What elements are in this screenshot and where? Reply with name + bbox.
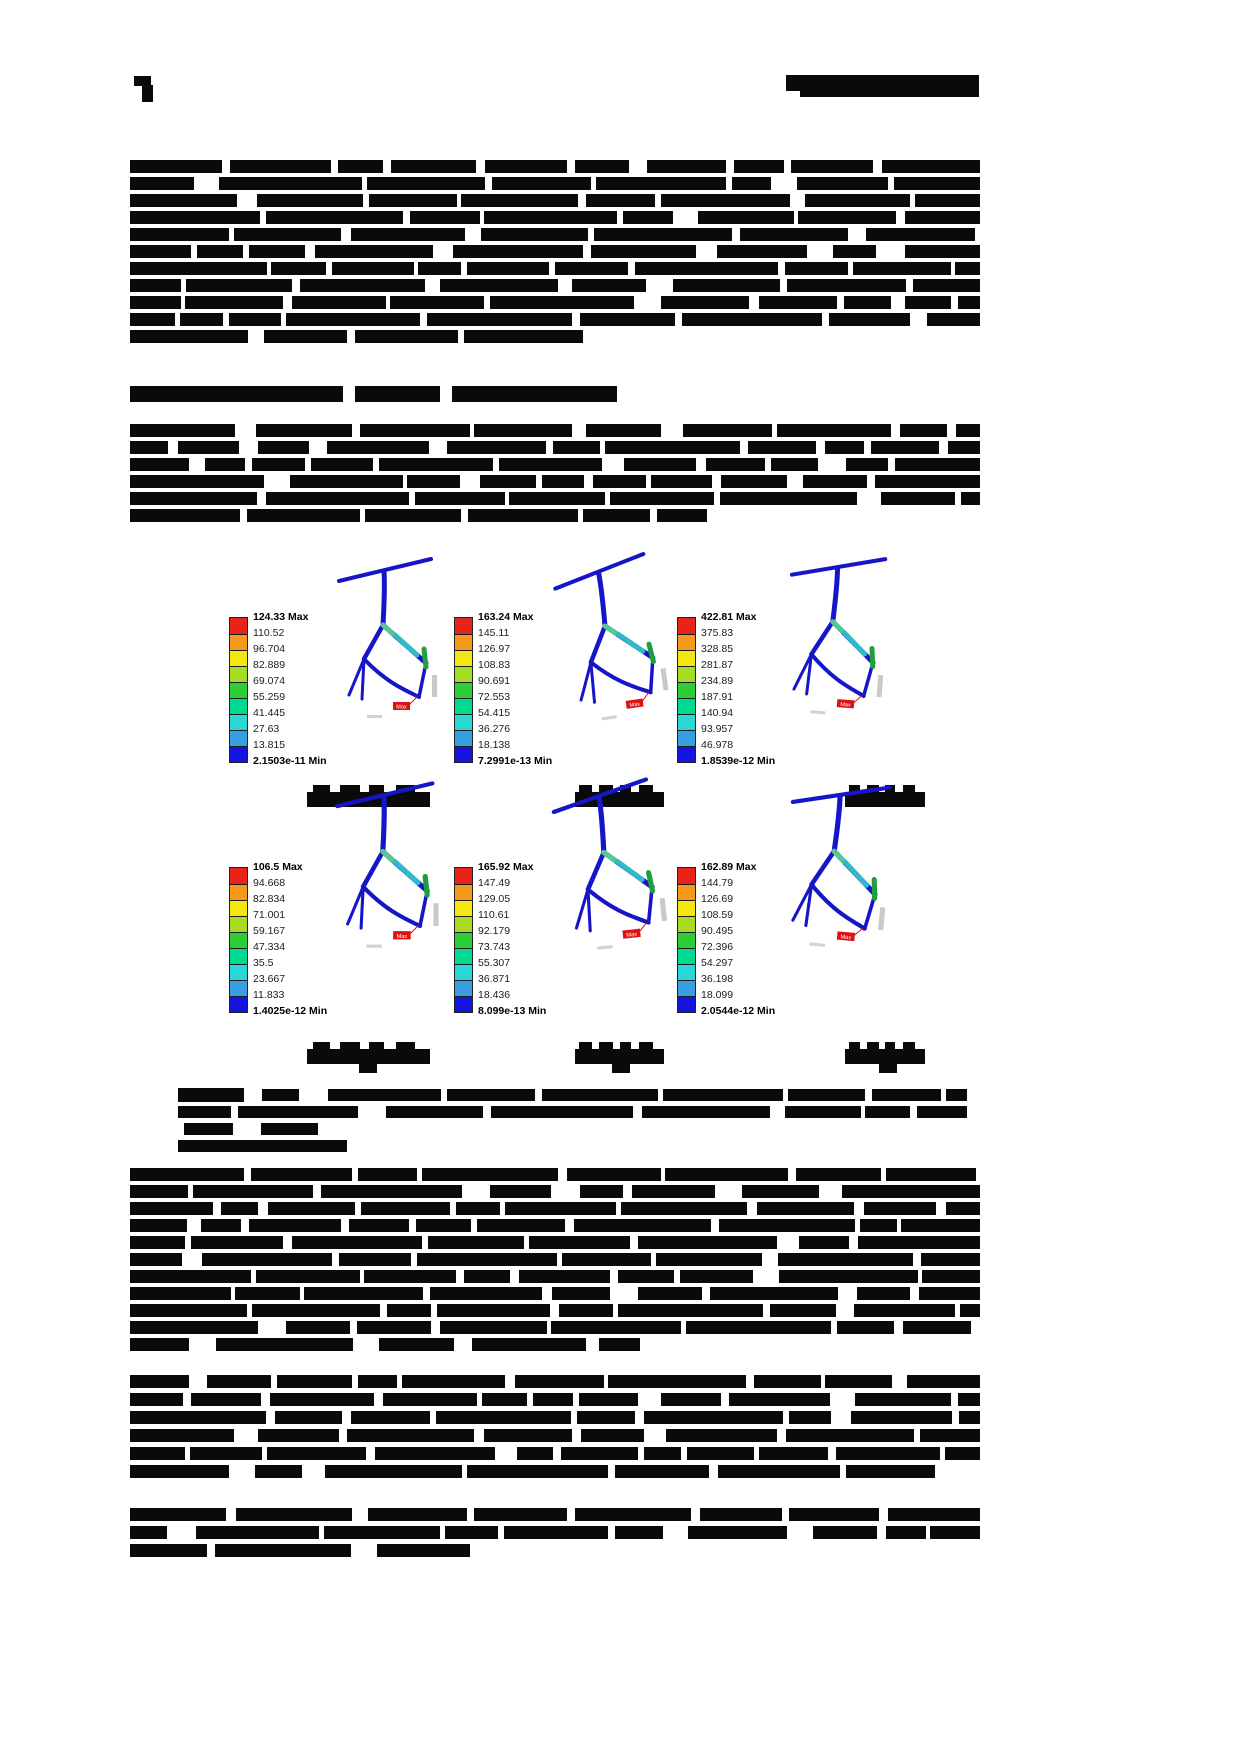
redacted-paragraph-line [130, 296, 980, 309]
figure-subcaption-redacted [579, 1042, 591, 1049]
legend-value: 140.94 [701, 707, 734, 719]
legend-value: 13.815 [253, 739, 286, 751]
legend-value: 18.436 [478, 989, 511, 1001]
redacted-paragraph-line [130, 492, 980, 505]
figure-caption-redacted [261, 1123, 318, 1135]
max-probe-tag [393, 697, 417, 711]
legend-value: 187.91 [701, 691, 734, 703]
figure-panel-2 [450, 545, 678, 765]
legend-value: 110.61 [478, 909, 510, 921]
figure-caption-redacted [178, 1140, 347, 1152]
stress-accent-green [833, 851, 844, 861]
legend-value: 144.79 [701, 877, 734, 889]
figure-subcaption-redacted [313, 1042, 330, 1049]
ground-mark [366, 945, 382, 948]
legend-value: 73.743 [478, 941, 511, 953]
legend-value: 163.24 Max [478, 611, 534, 623]
figure-subcaption-redacted [575, 1049, 664, 1064]
redacted-paragraph-line [130, 1270, 980, 1283]
legend-colorbar [229, 617, 248, 763]
figure-subcaption-redacted [359, 1064, 377, 1073]
legend-value: 96.704 [253, 643, 286, 655]
stress-accent-seat [873, 880, 877, 899]
contour-legend [450, 611, 553, 775]
contour-legend [225, 613, 325, 775]
support-geometry [433, 903, 438, 926]
stress-accent-teal [617, 859, 642, 882]
stress-accent-seat [649, 644, 653, 662]
redacted-paragraph-line [130, 509, 707, 522]
svg-text:Max: Max [396, 704, 407, 711]
max-probe-tag [393, 926, 418, 940]
redacted-running-head [800, 91, 979, 97]
redacted-section-heading [452, 386, 617, 402]
fea-frame-figure [539, 539, 690, 754]
figure-panel-6 [673, 765, 901, 1015]
redacted-paragraph-line [130, 1338, 640, 1351]
legend-colorbar [454, 617, 473, 763]
figure-subcaption-redacted [867, 1042, 880, 1049]
legend-value: 2.0544e-12 Min [701, 1005, 776, 1017]
ground-mark [367, 715, 382, 718]
figure-subcaption-redacted [885, 1042, 895, 1049]
support-geometry [660, 898, 668, 921]
contour-legend [225, 861, 328, 1025]
ground-mark [809, 942, 825, 946]
support-geometry [877, 675, 884, 697]
redacted-paragraph-line [130, 1236, 980, 1249]
redacted-paragraph-line [130, 1375, 980, 1388]
redacted-paragraph-line [130, 441, 980, 454]
legend-value: 106.5 Max [253, 861, 303, 873]
redacted-paragraph-line [130, 1321, 980, 1334]
figure-panel-4 [225, 765, 453, 1015]
legend-colorbar [677, 867, 696, 1013]
figure-caption-redacted [178, 1106, 967, 1118]
legend-value: 72.553 [478, 691, 511, 703]
redacted-paragraph-line [130, 1544, 470, 1557]
figure-panel-3 [673, 545, 901, 765]
redacted-paragraph-line [130, 1168, 980, 1181]
legend-value: 126.97 [478, 643, 511, 655]
figure-caption-redacted [262, 1089, 967, 1101]
legend-value: 59.167 [253, 925, 286, 937]
svg-text:Max: Max [626, 931, 638, 939]
stress-accent-seat [425, 876, 427, 895]
figure-subcaption-redacted [903, 1042, 916, 1049]
ground-mark [597, 945, 613, 950]
redacted-section-heading [355, 386, 440, 402]
redacted-paragraph-line [130, 313, 980, 326]
max-probe-tag [837, 926, 863, 942]
figure-subcaption-redacted [307, 1049, 430, 1064]
legend-value: 47.334 [253, 941, 286, 953]
legend-value: 23.667 [253, 973, 286, 985]
legend-value: 55.307 [478, 957, 511, 969]
figure-subcaption-redacted [620, 1042, 632, 1049]
redacted-paragraph-line [130, 245, 980, 258]
figure-subcaption-redacted [612, 1064, 630, 1073]
legend-value: 1.8539e-12 Min [701, 755, 776, 767]
fea-frame-figure [327, 771, 451, 1009]
legend-value: 108.83 [478, 659, 511, 671]
contour-legend [673, 611, 776, 775]
fea-frame-figure [327, 547, 451, 747]
figure-subcaption-redacted [639, 1042, 653, 1049]
stress-accent-teal [395, 635, 417, 655]
redacted-paragraph-line [130, 279, 980, 292]
figure-caption-label-redacted [178, 1088, 244, 1102]
legend-value: 18.099 [701, 989, 734, 1001]
figure-subcaption-redacted [879, 1064, 897, 1073]
legend-value: 82.834 [253, 893, 286, 905]
contour-legend [450, 863, 550, 1025]
svg-text:Max: Max [840, 934, 852, 942]
figure-subcaption-redacted [369, 1042, 385, 1049]
support-geometry [878, 907, 885, 930]
max-probe-tag [622, 923, 648, 939]
svg-text:Max: Max [396, 933, 408, 940]
stress-accent-teal [395, 862, 418, 883]
legend-value: 126.69 [701, 893, 734, 905]
redacted-paragraph-line [130, 1202, 980, 1215]
redacted-paragraph-line [130, 1393, 980, 1406]
contour-legend [673, 861, 776, 1025]
legend-value: 71.001 [253, 909, 286, 921]
legend-value: 72.396 [701, 941, 734, 953]
legend-value: 41.445 [253, 707, 286, 719]
legend-value: 11.833 [253, 989, 285, 1001]
max-probe-tag [837, 694, 862, 709]
support-geometry [660, 668, 668, 690]
legend-value: 94.668 [253, 877, 286, 889]
stress-accent-green [605, 625, 616, 635]
legend-value: 147.49 [478, 877, 511, 889]
legend-value: 145.11 [478, 627, 510, 639]
figure-subcaption-redacted [396, 1042, 416, 1049]
legend-value: 90.691 [478, 675, 511, 687]
legend-value: 2.1503e-11 Min [253, 755, 327, 767]
legend-value: 328.85 [701, 643, 734, 655]
legend-colorbar [677, 617, 696, 763]
legend-value: 92.179 [478, 925, 511, 937]
stress-accent-teal [843, 632, 866, 653]
redacted-paragraph-line [130, 1429, 980, 1442]
redacted-paragraph-line [130, 1304, 980, 1317]
legend-value: 54.297 [701, 957, 734, 969]
legend-value: 110.52 [253, 627, 285, 639]
legend-value: 129.05 [478, 893, 511, 905]
ground-mark [810, 710, 825, 714]
redacted-paragraph-line [130, 211, 980, 224]
stress-accent-green [604, 851, 615, 861]
stress-accent-green [832, 622, 843, 632]
redacted-paragraph-line [130, 177, 980, 190]
redacted-paragraph-line [130, 160, 980, 173]
redacted-paragraph-line [130, 424, 980, 437]
redacted-paragraph-line [130, 1508, 980, 1521]
redacted-paragraph-line [130, 458, 980, 471]
legend-value: 108.59 [701, 909, 734, 921]
stress-accent-seat [649, 872, 653, 891]
fea-frame-figure [768, 540, 906, 748]
legend-colorbar [229, 867, 248, 1013]
legend-value: 162.89 Max [701, 861, 757, 873]
legend-value: 36.276 [478, 723, 511, 735]
legend-value: 55.259 [253, 691, 286, 703]
redacted-paragraph-line [130, 1411, 980, 1424]
stress-accent-teal [844, 863, 868, 886]
legend-colorbar [454, 867, 473, 1013]
legend-value: 93.957 [701, 723, 734, 735]
legend-value: 46.978 [701, 739, 734, 751]
redacted-paragraph-line [130, 1253, 980, 1266]
figure-panel-1 [225, 545, 453, 765]
legend-value: 281.87 [701, 659, 734, 671]
legend-value: 82.889 [253, 659, 286, 671]
figure-subcaption-redacted [599, 1042, 613, 1049]
stress-accent-seat [424, 649, 426, 667]
redacted-page-number [142, 85, 153, 102]
redacted-running-head [786, 75, 979, 91]
figure-subcaption-redacted [845, 1049, 925, 1064]
redacted-section-heading [130, 386, 343, 402]
legend-value: 234.89 [701, 675, 734, 687]
ground-mark [602, 715, 617, 720]
legend-value: 8.099e-13 Min [478, 1005, 547, 1017]
stress-accent-teal [618, 631, 643, 654]
redacted-paragraph-line [130, 194, 980, 207]
redacted-paragraph-line [130, 1287, 980, 1300]
legend-value: 69.074 [253, 675, 286, 687]
redacted-paragraph-line [130, 1447, 980, 1460]
stress-accent-green [383, 625, 393, 634]
legend-value: 124.33 Max [253, 611, 309, 623]
legend-value: 36.871 [478, 973, 511, 985]
redacted-paragraph-line [130, 330, 595, 343]
support-geometry [432, 675, 437, 697]
redacted-paragraph-line [130, 1465, 935, 1478]
legend-value: 90.495 [701, 925, 734, 937]
legend-value: 27.63 [253, 723, 280, 735]
svg-text:Max: Max [840, 701, 851, 709]
legend-value: 18.138 [478, 739, 511, 751]
redacted-paragraph-line [130, 1526, 980, 1539]
redacted-paragraph-line [130, 475, 980, 488]
figure-panel-5 [450, 765, 678, 1015]
figure-caption-redacted [184, 1123, 233, 1135]
legend-value: 35.5 [253, 957, 274, 969]
redacted-paragraph-line [130, 262, 980, 275]
legend-value: 54.415 [478, 707, 511, 719]
stress-accent-seat [871, 648, 874, 666]
figure-subcaption-redacted [849, 1042, 860, 1049]
fea-frame-figure [765, 766, 909, 1014]
legend-value: 1.4025e-12 Min [253, 1005, 328, 1017]
legend-value: 422.81 Max [701, 611, 757, 623]
redacted-paragraph-line [130, 1219, 980, 1232]
legend-value: 36.198 [701, 973, 734, 985]
legend-value: 7.2991e-13 Min [478, 755, 553, 767]
stress-accent-green [383, 852, 393, 861]
figure-subcaption-redacted [340, 1042, 360, 1049]
max-probe-tag [625, 693, 651, 710]
redacted-paragraph-line [130, 1185, 980, 1198]
redacted-paragraph-line [130, 228, 980, 241]
svg-text:Max: Max [629, 701, 641, 709]
legend-value: 165.92 Max [478, 861, 534, 873]
fea-frame-figure [540, 765, 688, 1015]
legend-value: 375.83 [701, 627, 734, 639]
